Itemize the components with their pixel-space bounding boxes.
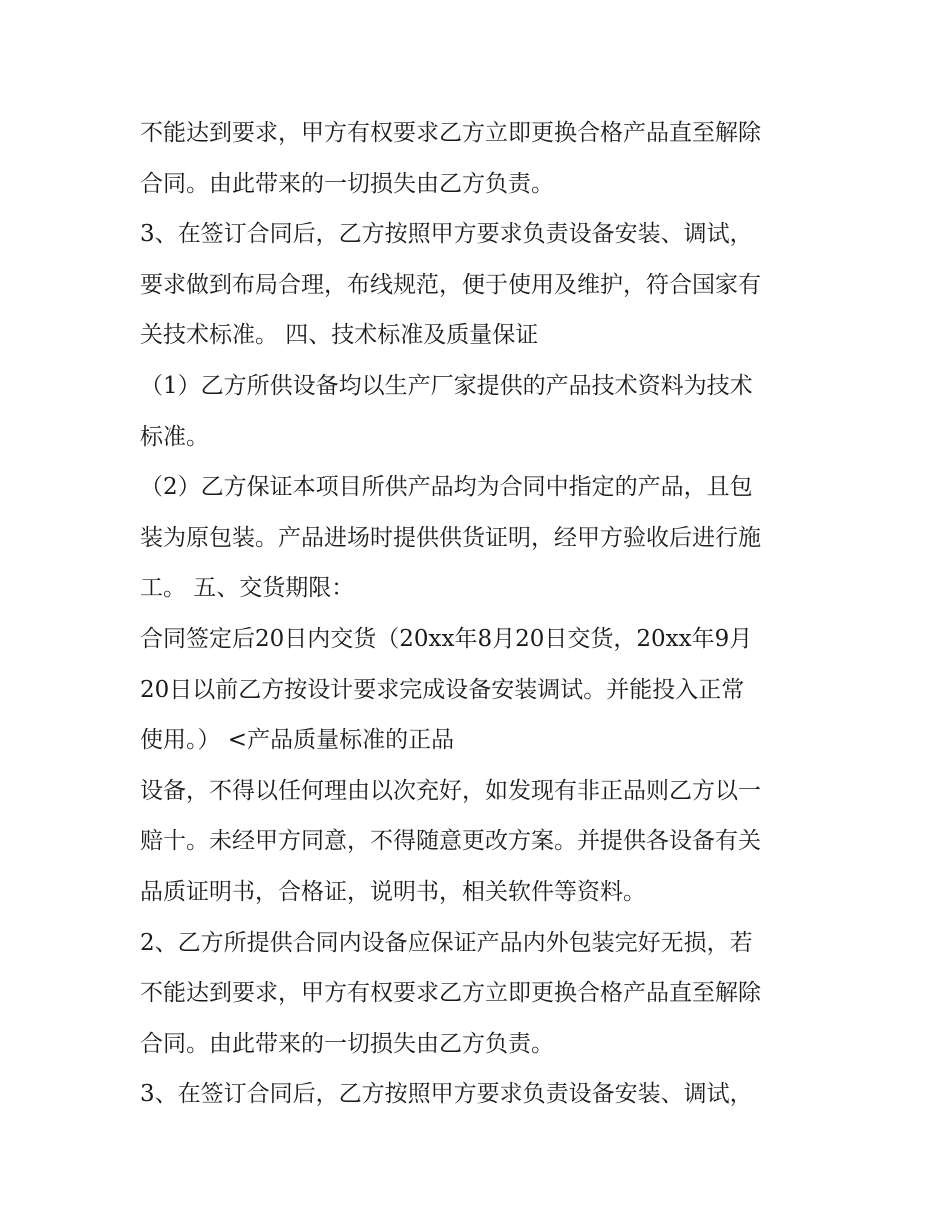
text-line: 标准。 [140, 423, 209, 450]
text-line: 3、在签订合同后，乙方按照甲方要求负责设备安装、调试， [140, 221, 753, 248]
text-line: 2、乙方所提供合同内设备应保证产品内外包装完好无损，若 [140, 929, 753, 956]
text-line: 装为原包装。产品进场时提供供货证明，经甲方验收后进行施 [140, 524, 761, 551]
text-line: 要求做到布局合理，布线规范，便于使用及维护，符合国家有 [140, 271, 761, 298]
text-line: 不能达到要求，甲方有权要求乙方立即更换合格产品直至解除 [140, 120, 761, 146]
text-line: 合同签定后20日内交货（20xx年8月20日交货，20xx年9月 [140, 625, 753, 652]
text-line: 使用。） <产品质量标准的正品 [140, 727, 455, 754]
text-line: 品质证明书，合格证，说明书，相关软件等资料。 [140, 878, 646, 905]
text-line: 20日以前乙方按设计要求完成设备安装调试。并能投入正常 [140, 676, 745, 703]
text-line: 不能达到要求，甲方有权要求乙方立即更换合格产品直至解除 [140, 980, 761, 1007]
text-line: 工。 五、交货期限： [140, 575, 355, 602]
text-line: （1）乙方所供设备均以生产厂家提供的产品技术资料为技术 [140, 372, 753, 399]
text-line: 合同。由此带来的一切损失由乙方负责。 [140, 1030, 554, 1057]
text-line: 合同。由此带来的一切损失由乙方负责。 [140, 170, 554, 197]
text-line: 3、在签订合同后，乙方按照甲方要求负责设备安装、调试， [140, 1081, 753, 1108]
document-body [140, 108, 830, 1120]
text-line: 关技术标准。 四、技术标准及质量保证 [140, 322, 539, 349]
text-line: （2）乙方保证本项目所供产品均为合同中指定的产品，且包 [140, 474, 753, 501]
text-line: 赔十。未经甲方同意，不得随意更改方案。并提供各设备有关 [140, 828, 761, 855]
text-line: 设备，不得以任何理由以次充好，如发现有非正品则乙方以一 [140, 777, 761, 804]
